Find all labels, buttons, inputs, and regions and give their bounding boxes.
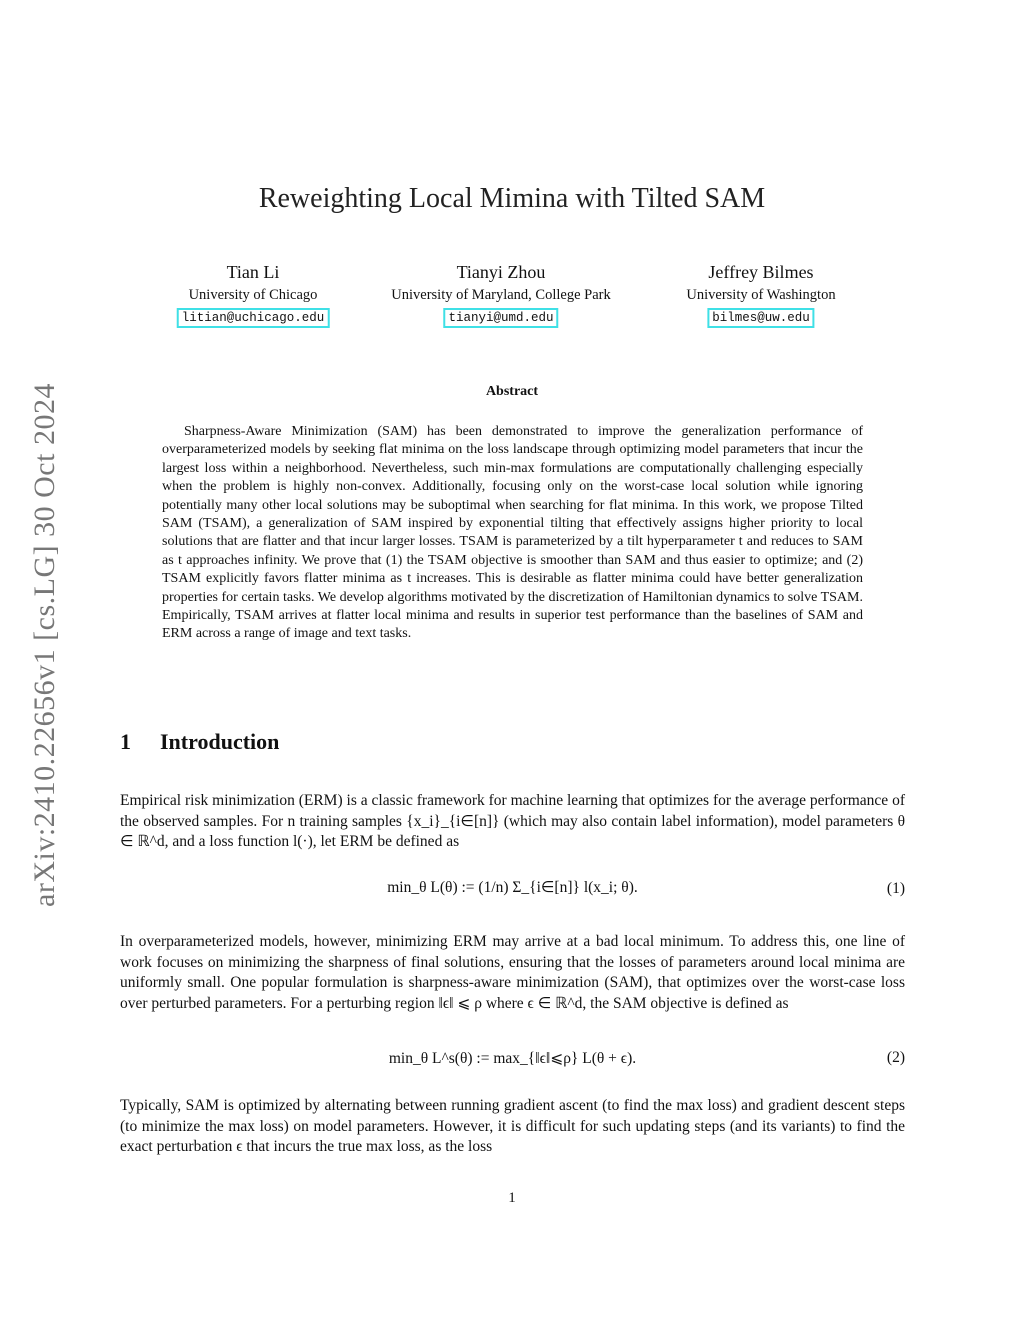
section-title: Introduction <box>160 729 280 754</box>
equation-2 <box>120 1049 905 1079</box>
author-name: Tian Li <box>226 262 280 282</box>
paragraph-2: In overparameterized models, however, minimizing ERM may arrive at a bad local minimum. To address this, one line of work focuses on minimizing the sharpness of final solutions, ensuring that the losses of parameters around local minima are uniformly small. One popular formulation is sharpness-aware minimization (SAM), that optimizes over the worst-case loss over perturbed parameters. For a perturbing region ‖ϵ‖ ⩽ ρ where ϵ ∈ ℝ^d, the SAM objective is defined as <box>120 933 905 1012</box>
author-affiliation: University of Washington <box>686 287 836 303</box>
paragraph-3: Typically, SAM is optimized by alternating between running gradient ascent (to find the max loss) and gradient descent steps (to minimize the max loss) on model parameters. However, it is difficult for such updating steps (and its variants) to find the exact perturbation ϵ that incurs the true max loss, as the loss <box>120 1097 905 1156</box>
paragraph-1: Empirical risk minimization (ERM) is a classic framework for machine learning that optimizes for the average performance of the observed samples. For n training samples {x_i}_{i∈[n]} (which may also contain label information), model parameters θ ∈ ℝ^d, and a loss function l(·), let ERM be defined as <box>120 792 905 851</box>
author-email-link[interactable]: bilmes@uw.edu <box>707 308 815 328</box>
equation-1 <box>120 876 905 916</box>
author-block-1 <box>177 260 330 328</box>
abstract-heading: Abstract <box>485 384 539 399</box>
paper-title: Reweighting Local Mimina with Tilted SAM <box>258 183 766 214</box>
author-block-2 <box>391 260 610 328</box>
author-name: Jeffrey Bilmes <box>708 262 814 282</box>
section-number: 1 <box>120 729 131 754</box>
equation-1-text: min_θ L(θ) := (1/n) Σ_{i∈[n]} l(x_i; θ). <box>387 879 638 896</box>
page-number: 1 <box>508 1190 516 1206</box>
abstract-body: Sharpness-Aware Minimization (SAM) has been demonstrated to improve the generalization performance of overparameterized models by seeking flat minima on the loss landscape through optimizing model parameters that incur the largest loss within a neighborhood. Nevertheless, such min-max formulations are computationally challenging especially when the problem is highly non-convex. Additionally, focusing only on the worst-case local solution while ignoring potentially many other local solutions may be suboptimal when searching for flat minima. In this work, we propose Tilted SAM (TSAM), a generalization of SAM inspired by exponential tilting that effectively assigns higher priority to local solutions that are flatter and that incur larger losses. TSAM is parameterized by a tilt hyperparameter t and reduces to SAM as t approaches infinity. We prove that (1) the TSAM objective is smoother than SAM and thus easier to optimize; and (2) TSAM explicitly favors flatter minima as t increases. This is desirable as flatter minima could have better generalization properties for certain tasks. We develop algorithms motivated by the discretization of Hamiltonian dynamics to solve TSAM. Empirically, TSAM arrives at flatter local minima and results in superior test performance than the baselines of SAM and ERM across a range of image and text tasks. <box>162 424 863 642</box>
author-block-3 <box>686 260 835 328</box>
author-name: Tianyi Zhou <box>456 262 546 282</box>
arxiv-sidebar-stamp <box>20 345 70 945</box>
author-affiliation: University of Maryland, College Park <box>391 287 611 303</box>
equation-2-number: (2) <box>886 1049 905 1066</box>
author-email-link[interactable]: litian@uchicago.edu <box>177 308 330 328</box>
section-heading <box>120 729 279 755</box>
equation-1-number: (1) <box>886 880 905 897</box>
author-email-link[interactable]: tianyi@umd.edu <box>443 308 558 328</box>
arxiv-id: arXiv:2410.22656v1 [cs.LG] 30 Oct 2024 <box>28 383 61 907</box>
equation-2-text: min_θ L^s(θ) := max_{‖ϵ‖⩽ρ} L(θ + ϵ). <box>388 1050 637 1067</box>
author-affiliation: University of Chicago <box>188 287 318 303</box>
